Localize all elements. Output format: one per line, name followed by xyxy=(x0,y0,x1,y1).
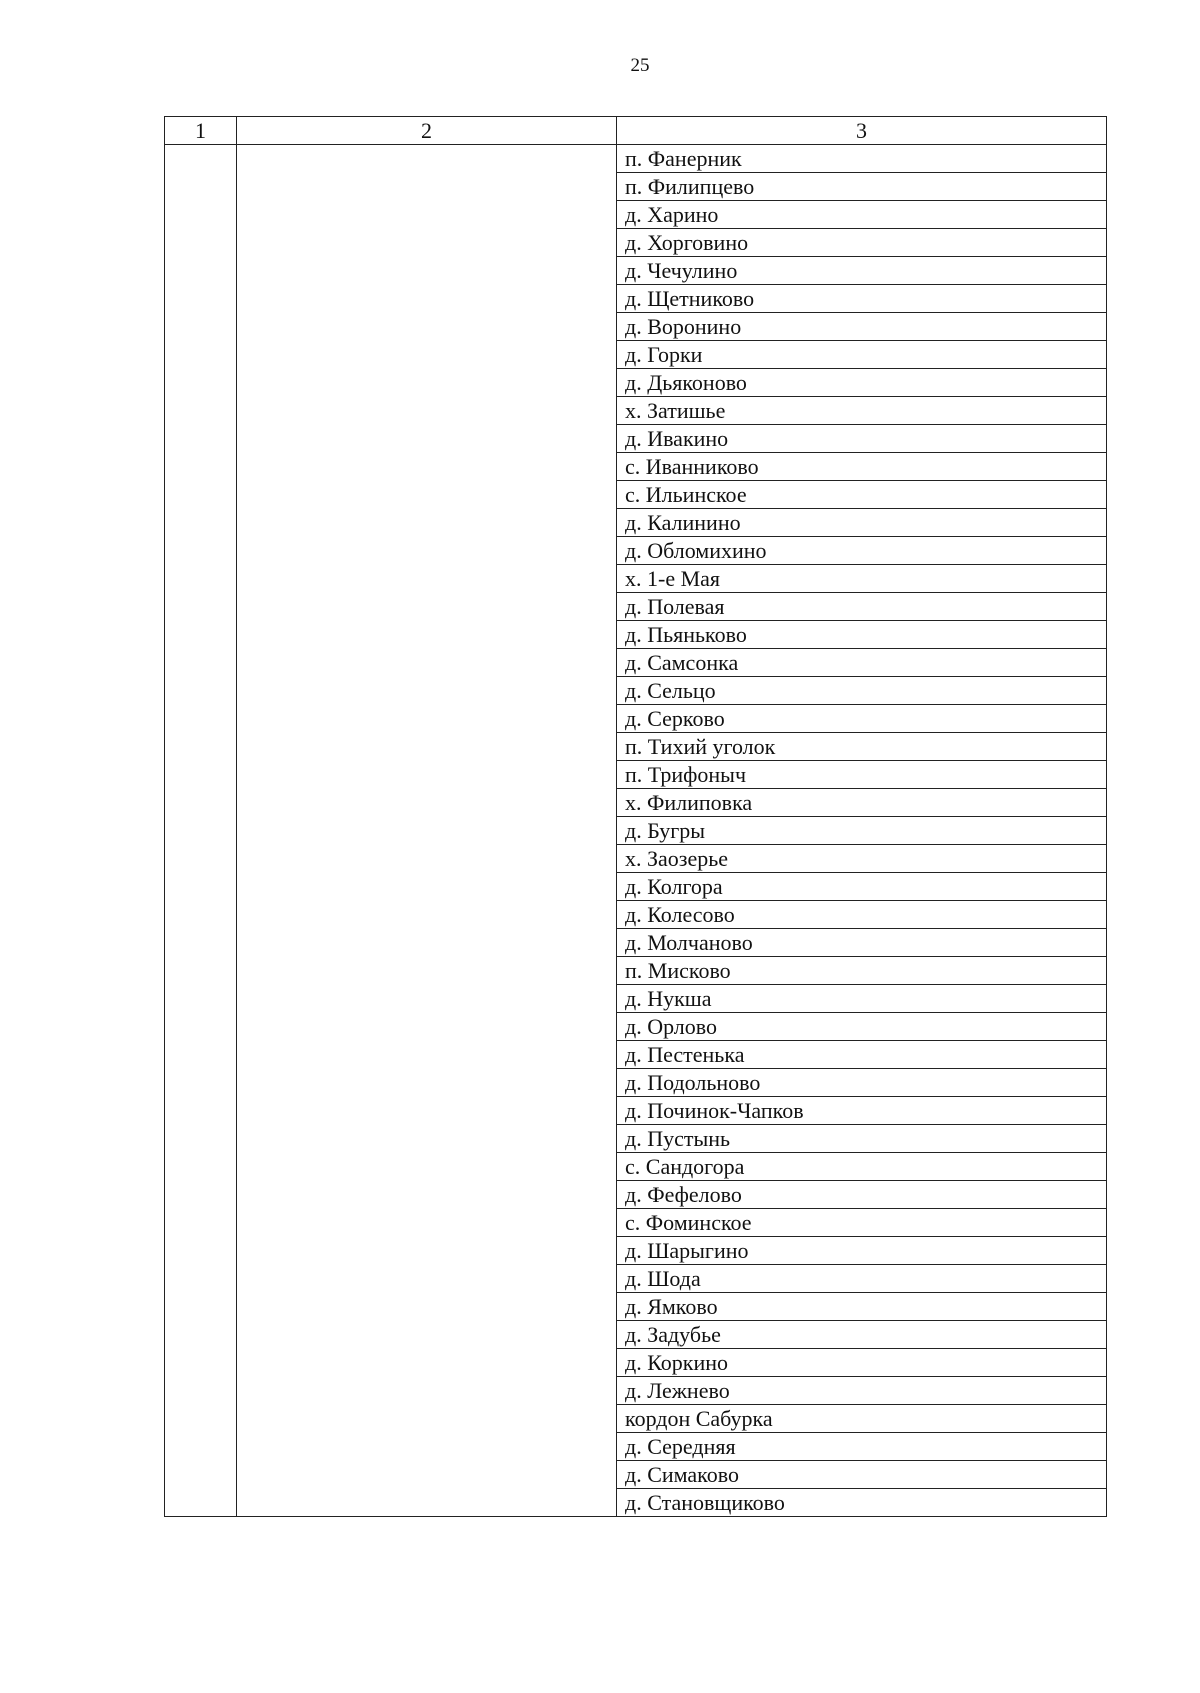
settlement-cell: с. Сандогора xyxy=(617,1153,1107,1181)
settlement-cell: д. Нукша xyxy=(617,985,1107,1013)
settlement-cell: х. Заозерье xyxy=(617,845,1107,873)
settlement-cell: д. Хорговино xyxy=(617,229,1107,257)
table-header-row xyxy=(165,117,1107,145)
settlement-cell: п. Мисково xyxy=(617,957,1107,985)
settlement-cell: д. Подольново xyxy=(617,1069,1107,1097)
settlement-cell: х. Филиповка xyxy=(617,789,1107,817)
settlement-cell: д. Сельцо xyxy=(617,677,1107,705)
settlement-cell: д. Колгора xyxy=(617,873,1107,901)
settlement-cell: д. Задубье xyxy=(617,1321,1107,1349)
settlement-cell: д. Починок-Чапков xyxy=(617,1097,1107,1125)
settlement-cell: х. 1-е Мая xyxy=(617,565,1107,593)
table-row xyxy=(165,145,1107,173)
column-2-cell xyxy=(237,145,617,1517)
settlement-cell: п. Фанерник xyxy=(617,145,1107,173)
settlement-cell: д. Дьяконово xyxy=(617,369,1107,397)
settlement-cell: д. Ямково xyxy=(617,1293,1107,1321)
settlement-cell: д. Щетниково xyxy=(617,285,1107,313)
settlement-cell: д. Становщиково xyxy=(617,1489,1107,1517)
settlement-cell: д. Шода xyxy=(617,1265,1107,1293)
column-header-1: 1 xyxy=(165,117,237,145)
settlement-cell: с. Ильинское xyxy=(617,481,1107,509)
settlement-cell: д. Орлово xyxy=(617,1013,1107,1041)
settlement-cell: д. Самсонка xyxy=(617,649,1107,677)
settlement-cell: д. Серково xyxy=(617,705,1107,733)
settlement-cell: д. Полевая xyxy=(617,593,1107,621)
settlement-cell: д. Середняя xyxy=(617,1433,1107,1461)
settlement-cell: д. Чечулино xyxy=(617,257,1107,285)
column-1-cell xyxy=(165,145,237,1517)
settlement-cell: д. Лежнево xyxy=(617,1377,1107,1405)
settlement-cell: д. Пустынь xyxy=(617,1125,1107,1153)
settlement-cell: х. Затишье xyxy=(617,397,1107,425)
settlement-cell: д. Горки xyxy=(617,341,1107,369)
settlement-cell: д. Пестенька xyxy=(617,1041,1107,1069)
settlement-cell: д. Коркино xyxy=(617,1349,1107,1377)
settlement-cell: кордон Сабурка xyxy=(617,1405,1107,1433)
settlement-cell: д. Симаково xyxy=(617,1461,1107,1489)
settlement-cell: д. Фефелово xyxy=(617,1181,1107,1209)
settlement-cell: д. Колесово xyxy=(617,901,1107,929)
settlement-cell: д. Пьяньково xyxy=(617,621,1107,649)
settlement-cell: п. Филипцево xyxy=(617,173,1107,201)
settlement-cell: д. Воронино xyxy=(617,313,1107,341)
column-header-2: 2 xyxy=(237,117,617,145)
settlement-cell: п. Тихий уголок xyxy=(617,733,1107,761)
settlement-cell: с. Фоминское xyxy=(617,1209,1107,1237)
settlement-cell: д. Молчаново xyxy=(617,929,1107,957)
column-header-3: 3 xyxy=(617,117,1107,145)
settlement-cell: д. Калинино xyxy=(617,509,1107,537)
settlement-cell: с. Иванниково xyxy=(617,453,1107,481)
settlement-cell: п. Трифоныч xyxy=(617,761,1107,789)
page-number: 25 xyxy=(630,55,650,76)
settlement-cell: д. Ивакино xyxy=(617,425,1107,453)
settlements-table xyxy=(164,116,1107,1517)
table-body xyxy=(165,145,1107,1517)
settlement-cell: д. Шарыгино xyxy=(617,1237,1107,1265)
settlement-cell: д. Харино xyxy=(617,201,1107,229)
settlement-cell: д. Бугры xyxy=(617,817,1107,845)
settlement-cell: д. Обломихино xyxy=(617,537,1107,565)
